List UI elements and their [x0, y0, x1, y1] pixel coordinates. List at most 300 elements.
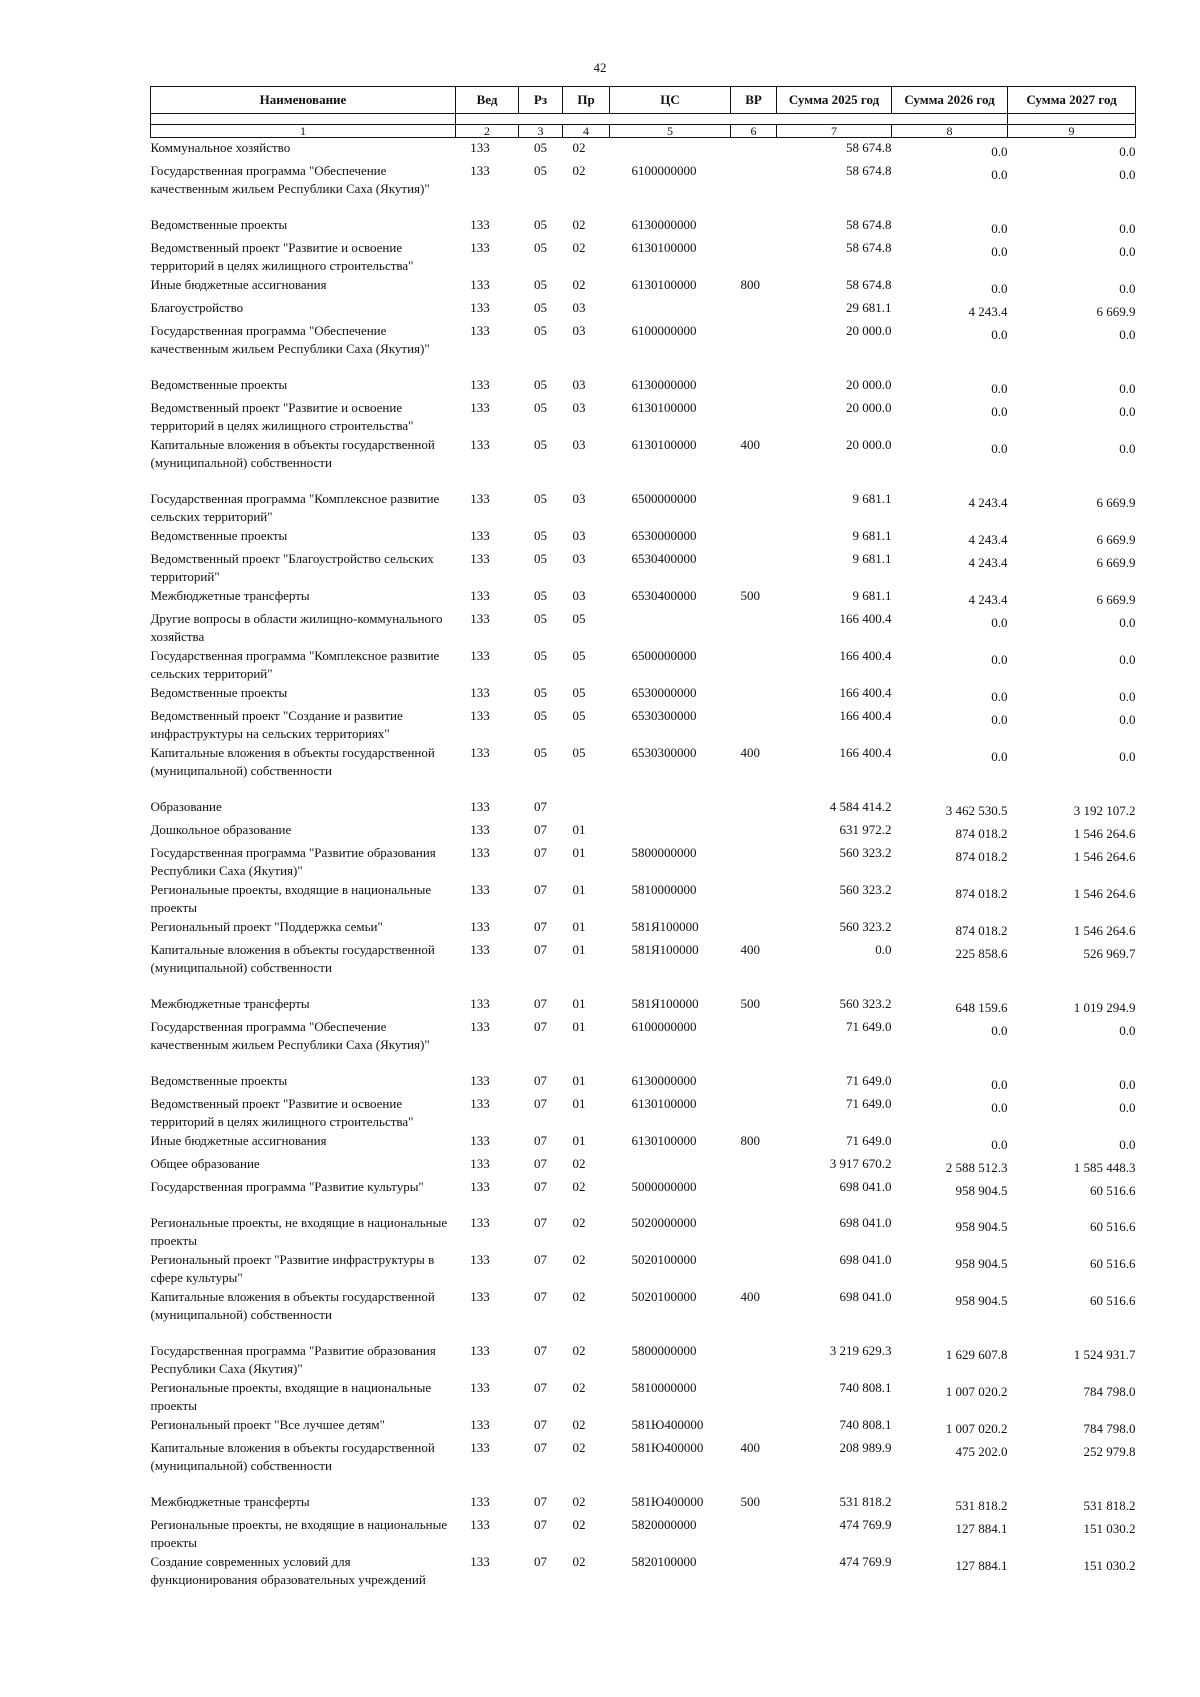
row-sum-2027: 0.0	[1119, 615, 1136, 630]
row-sum-2026: 0.0	[991, 1100, 1008, 1115]
row-vr	[731, 321, 777, 375]
row-cs: 6530300000	[631, 708, 697, 723]
row-cs	[610, 1154, 731, 1177]
row-sum-2025: 166 400.4	[839, 611, 892, 626]
row-ved: 133	[470, 1133, 490, 1148]
row-sum-2025: 531 818.2	[839, 1494, 892, 1509]
row-cs	[610, 797, 731, 820]
row-pr: 02	[572, 240, 586, 255]
row-name: Благоустройство	[150, 300, 244, 315]
table-row	[151, 298, 1136, 321]
row-sum-2025: 71 649.0	[846, 1133, 892, 1148]
row-name: Иные бюджетные ассигнования	[150, 1133, 327, 1148]
row-sum-2026: 874 018.2	[955, 886, 1008, 901]
row-vr: 400	[740, 942, 760, 957]
row-pr: 02	[572, 1440, 586, 1455]
row-sum-2026: 127 884.1	[955, 1558, 1008, 1573]
row-vr	[731, 138, 777, 162]
row-vr: 400	[740, 437, 760, 452]
row-ved: 133	[470, 745, 490, 760]
row-name: Ведомственные проекты	[150, 1073, 288, 1088]
budget-table-container	[150, 86, 1135, 1589]
column-number: 5	[610, 125, 731, 138]
row-sum-2027: 0.0	[1119, 327, 1136, 342]
row-vr	[731, 1071, 777, 1094]
row-sum-2027: 6 669.9	[1096, 532, 1136, 547]
row-sum-2027: 1 019 294.9	[1073, 1000, 1136, 1015]
table-row	[151, 1287, 1136, 1341]
row-pr: 05	[572, 745, 586, 760]
table-row	[151, 398, 1136, 435]
row-sum-2025: 698 041.0	[839, 1215, 892, 1230]
row-sum-2025: 474 769.9	[839, 1554, 892, 1569]
row-rz: 05	[534, 491, 547, 506]
row-cs: 6530400000	[631, 551, 697, 566]
row-vr	[731, 706, 777, 743]
row-vr: 800	[740, 277, 760, 292]
row-sum-2026: 958 904.5	[955, 1293, 1008, 1308]
row-sum-2025: 0.0	[875, 942, 892, 957]
row-sum-2027: 526 969.7	[1083, 946, 1136, 961]
row-cs: 6500000000	[631, 491, 697, 506]
row-ved: 133	[470, 882, 490, 897]
row-sum-2025: 166 400.4	[839, 708, 892, 723]
row-sum-2025: 9 681.1	[852, 528, 892, 543]
row-cs: 5020100000	[631, 1289, 697, 1304]
column-header: ЦС	[610, 87, 731, 114]
table-row	[151, 375, 1136, 398]
table-row	[151, 1552, 1136, 1589]
row-rz: 07	[534, 1019, 547, 1034]
row-sum-2025: 474 769.9	[839, 1517, 892, 1532]
row-pr: 05	[572, 611, 586, 626]
row-vr	[731, 375, 777, 398]
row-sum-2026: 3 462 530.5	[945, 803, 1008, 818]
row-pr: 02	[572, 1380, 586, 1395]
row-sum-2025: 71 649.0	[846, 1096, 892, 1111]
row-rz: 07	[534, 1096, 547, 1111]
row-vr	[731, 1154, 777, 1177]
column-number: 8	[892, 125, 1008, 138]
row-pr: 03	[572, 377, 586, 392]
row-pr: 05	[572, 648, 586, 663]
row-sum-2027: 0.0	[1119, 381, 1136, 396]
page-number: 42	[593, 60, 607, 75]
row-sum-2027: 1 546 264.6	[1073, 849, 1136, 864]
column-number: 4	[563, 125, 610, 138]
row-name: Государственная программа "Обеспечение качественным жильем Республики Саха (Якутия)"	[150, 1019, 430, 1052]
column-header: Сумма 2026 год	[892, 87, 1008, 114]
row-ved: 133	[470, 1440, 490, 1455]
row-sum-2026: 0.0	[991, 404, 1008, 419]
row-ved: 133	[470, 1019, 490, 1034]
row-name: Региональный проект "Развитие инфраструктуры в сфере культуры"	[150, 1252, 435, 1285]
row-cs: 581Я100000	[631, 919, 699, 934]
table-row	[151, 1154, 1136, 1177]
row-sum-2027: 0.0	[1119, 244, 1136, 259]
row-ved: 133	[470, 528, 490, 543]
row-vr	[731, 1552, 777, 1589]
row-name: Региональный проект "Все лучшее детям"	[150, 1417, 385, 1432]
row-sum-2027: 60 516.6	[1090, 1183, 1136, 1198]
table-header	[151, 87, 1136, 138]
row-sum-2026: 1 629 607.8	[945, 1347, 1008, 1362]
row-sum-2027: 1 546 264.6	[1073, 886, 1136, 901]
row-vr	[731, 1213, 777, 1250]
row-pr: 05	[572, 685, 586, 700]
row-sum-2025: 29 681.1	[846, 300, 892, 315]
row-rz: 07	[534, 1073, 547, 1088]
column-number: 1	[151, 125, 456, 138]
row-ved: 133	[470, 1096, 490, 1111]
table-row	[151, 238, 1136, 275]
row-sum-2026: 0.0	[991, 244, 1008, 259]
row-name: Капитальные вложения в объекты государственной (муниципальной) собственности	[150, 437, 435, 470]
row-vr	[731, 1378, 777, 1415]
row-vr: 800	[740, 1133, 760, 1148]
row-ved: 133	[470, 588, 490, 603]
row-rz: 07	[534, 1179, 547, 1194]
table-row	[151, 1094, 1136, 1131]
row-rz: 07	[534, 1215, 547, 1230]
row-cs: 5000000000	[631, 1179, 697, 1194]
row-pr: 02	[572, 217, 586, 232]
row-ved: 133	[470, 799, 490, 814]
column-header: Сумма 2027 год	[1008, 87, 1136, 114]
row-pr: 02	[572, 277, 586, 292]
row-rz: 07	[534, 1156, 547, 1171]
row-sum-2025: 9 681.1	[852, 588, 892, 603]
row-name: Государственная программа "Комплексное развитие сельских территорий"	[150, 491, 440, 524]
row-rz: 07	[534, 996, 547, 1011]
row-sum-2027: 1 585 448.3	[1073, 1160, 1136, 1175]
row-pr: 02	[572, 1554, 586, 1569]
row-name: Другие вопросы в области жилищно-коммунального хозяйства	[150, 611, 443, 644]
row-cs: 5820000000	[631, 1517, 697, 1532]
table-row	[151, 1415, 1136, 1438]
row-ved: 133	[470, 1343, 490, 1358]
row-ved: 133	[470, 685, 490, 700]
table-row	[151, 1438, 1136, 1492]
table-row	[151, 586, 1136, 609]
row-sum-2026: 874 018.2	[955, 849, 1008, 864]
row-sum-2026: 0.0	[991, 381, 1008, 396]
row-vr: 500	[740, 588, 760, 603]
row-cs: 6130000000	[631, 1073, 697, 1088]
row-rz: 05	[534, 323, 547, 338]
table-row	[151, 609, 1136, 646]
row-rz: 07	[534, 1554, 547, 1569]
table-row	[151, 1071, 1136, 1094]
row-name: Ведомственный проект "Развитие и освоение территорий в целях жилищного строительства"	[150, 1096, 414, 1129]
row-rz: 05	[534, 277, 547, 292]
row-vr: 500	[740, 1494, 760, 1509]
row-cs: 581Я100000	[631, 942, 699, 957]
row-rz: 07	[534, 1289, 547, 1304]
row-sum-2027: 0.0	[1119, 1137, 1136, 1152]
table-row	[151, 526, 1136, 549]
row-sum-2026: 0.0	[991, 1137, 1008, 1152]
row-pr: 01	[572, 996, 586, 1011]
row-cs	[610, 138, 731, 162]
row-rz: 07	[534, 845, 547, 860]
row-name: Региональный проект "Поддержка семьи"	[150, 919, 383, 934]
row-sum-2025: 166 400.4	[839, 685, 892, 700]
row-ved: 133	[470, 1252, 490, 1267]
row-pr: 02	[572, 1215, 586, 1230]
row-vr	[731, 398, 777, 435]
row-cs: 6130100000	[631, 437, 697, 452]
row-sum-2027: 6 669.9	[1096, 495, 1136, 510]
row-pr: 01	[572, 845, 586, 860]
row-pr: 01	[572, 1073, 586, 1088]
row-sum-2026: 958 904.5	[955, 1256, 1008, 1271]
row-vr	[731, 1094, 777, 1131]
row-cs: 6100000000	[631, 323, 697, 338]
row-cs: 581Я100000	[631, 996, 699, 1011]
row-sum-2026: 0.0	[991, 441, 1008, 456]
row-sum-2025: 560 323.2	[839, 882, 892, 897]
row-cs: 6100000000	[631, 163, 697, 178]
row-cs: 6530400000	[631, 588, 697, 603]
row-sum-2027: 3 192 107.2	[1073, 803, 1136, 818]
row-sum-2026: 0.0	[991, 221, 1008, 236]
row-sum-2026: 874 018.2	[955, 826, 1008, 841]
row-pr: 02	[572, 140, 586, 155]
table-row	[151, 215, 1136, 238]
row-name: Государственная программа "Развитие образования Республики Саха (Якутия)"	[150, 845, 436, 878]
row-name: Ведомственные проекты	[150, 217, 288, 232]
table-row	[151, 940, 1136, 994]
row-rz: 05	[534, 685, 547, 700]
row-name: Капитальные вложения в объекты государственной (муниципальной) собственности	[150, 745, 435, 778]
row-rz: 07	[534, 1417, 547, 1432]
row-vr	[731, 609, 777, 646]
row-pr: 01	[572, 1133, 586, 1148]
row-cs	[610, 609, 731, 646]
table-row	[151, 275, 1136, 298]
row-vr	[731, 526, 777, 549]
row-sum-2025: 71 649.0	[846, 1019, 892, 1034]
table-row	[151, 994, 1136, 1017]
row-pr: 02	[572, 1179, 586, 1194]
row-rz: 07	[534, 1494, 547, 1509]
row-pr: 02	[572, 1417, 586, 1432]
row-sum-2027: 0.0	[1119, 167, 1136, 182]
row-cs: 6130100000	[631, 1096, 697, 1111]
table-row	[151, 683, 1136, 706]
row-name: Дошкольное образование	[150, 822, 292, 837]
row-sum-2026: 0.0	[991, 1023, 1008, 1038]
row-sum-2026: 0.0	[991, 689, 1008, 704]
row-rz: 05	[534, 300, 547, 315]
row-pr: 03	[572, 588, 586, 603]
row-sum-2027: 0.0	[1119, 144, 1136, 159]
row-sum-2025: 20 000.0	[846, 400, 892, 415]
row-vr	[731, 238, 777, 275]
row-rz: 05	[534, 708, 547, 723]
row-rz: 07	[534, 1380, 547, 1395]
row-rz: 05	[534, 240, 547, 255]
row-vr	[731, 797, 777, 820]
table-row	[151, 820, 1136, 843]
row-sum-2026: 4 243.4	[968, 495, 1008, 510]
row-sum-2027: 1 546 264.6	[1073, 923, 1136, 938]
row-vr	[731, 880, 777, 917]
row-name: Общее образование	[150, 1156, 260, 1171]
row-ved: 133	[470, 942, 490, 957]
row-sum-2025: 740 808.1	[839, 1417, 892, 1432]
row-sum-2025: 58 674.8	[846, 140, 892, 155]
row-rz: 05	[534, 217, 547, 232]
row-sum-2026: 225 858.6	[955, 946, 1008, 961]
row-pr: 02	[572, 1343, 586, 1358]
row-cs: 6130000000	[631, 377, 697, 392]
row-sum-2027: 60 516.6	[1090, 1293, 1136, 1308]
row-sum-2025: 166 400.4	[839, 745, 892, 760]
row-ved: 133	[470, 1073, 490, 1088]
row-vr	[731, 489, 777, 526]
row-sum-2027: 0.0	[1119, 1023, 1136, 1038]
row-sum-2026: 0.0	[991, 712, 1008, 727]
row-sum-2025: 698 041.0	[839, 1289, 892, 1304]
row-cs: 581Ю400000	[631, 1440, 704, 1455]
table-body	[151, 138, 1136, 1590]
row-ved: 133	[470, 996, 490, 1011]
row-rz: 07	[534, 1133, 547, 1148]
column-number: 7	[777, 125, 892, 138]
row-cs: 6130100000	[631, 277, 697, 292]
row-rz: 05	[534, 588, 547, 603]
row-sum-2027: 0.0	[1119, 652, 1136, 667]
row-sum-2025: 560 323.2	[839, 996, 892, 1011]
row-pr: 02	[572, 1289, 586, 1304]
row-sum-2027: 0.0	[1119, 1077, 1136, 1092]
row-ved: 133	[470, 551, 490, 566]
row-cs: 6130000000	[631, 217, 697, 232]
row-sum-2026: 4 243.4	[968, 555, 1008, 570]
row-vr	[731, 215, 777, 238]
row-ved: 133	[470, 611, 490, 626]
row-vr: 400	[740, 745, 760, 760]
row-pr: 01	[572, 942, 586, 957]
row-ved: 133	[470, 1156, 490, 1171]
column-header: Пр	[563, 87, 610, 114]
row-cs: 581Ю400000	[631, 1494, 704, 1509]
row-sum-2026: 0.0	[991, 144, 1008, 159]
row-sum-2026: 0.0	[991, 1077, 1008, 1092]
row-rz: 07	[534, 1343, 547, 1358]
table-row	[151, 1250, 1136, 1287]
row-name: Региональные проекты, входящие в национальные проекты	[150, 882, 432, 915]
row-pr: 03	[572, 491, 586, 506]
row-sum-2025: 631 972.2	[839, 822, 892, 837]
row-pr: 03	[572, 300, 586, 315]
row-ved: 133	[470, 648, 490, 663]
row-sum-2026: 2 588 512.3	[945, 1160, 1008, 1175]
row-name: Государственная программа "Обеспечение качественным жильем Республики Саха (Якутия)"	[150, 163, 430, 196]
row-pr: 02	[572, 1156, 586, 1171]
row-sum-2025: 71 649.0	[846, 1073, 892, 1088]
row-sum-2027: 0.0	[1119, 404, 1136, 419]
row-sum-2027: 0.0	[1119, 281, 1136, 296]
row-sum-2025: 4 584 414.2	[829, 799, 892, 814]
row-rz: 05	[534, 648, 547, 663]
row-ved: 133	[470, 1179, 490, 1194]
row-sum-2027: 6 669.9	[1096, 592, 1136, 607]
row-name: Капитальные вложения в объекты государственной (муниципальной) собственности	[150, 1289, 435, 1322]
row-name: Государственная программа "Комплексное развитие сельских территорий"	[150, 648, 440, 681]
row-sum-2026: 4 243.4	[968, 532, 1008, 547]
row-cs: 581Ю400000	[631, 1417, 704, 1432]
row-name: Ведомственные проекты	[150, 685, 288, 700]
row-ved: 133	[470, 437, 490, 452]
row-name: Межбюджетные трансферты	[150, 1494, 310, 1509]
row-pr	[563, 797, 610, 820]
row-rz: 05	[534, 437, 547, 452]
row-sum-2026: 0.0	[991, 615, 1008, 630]
row-rz: 05	[534, 551, 547, 566]
row-ved: 133	[470, 140, 490, 155]
row-cs: 5820100000	[631, 1554, 697, 1569]
row-pr: 03	[572, 528, 586, 543]
row-sum-2026: 0.0	[991, 167, 1008, 182]
row-vr	[731, 646, 777, 683]
table-row	[151, 161, 1136, 215]
row-ved: 133	[470, 1554, 490, 1569]
row-sum-2026: 0.0	[991, 749, 1008, 764]
row-vr	[731, 1341, 777, 1378]
row-ved: 133	[470, 240, 490, 255]
row-rz: 07	[534, 1440, 547, 1455]
row-cs: 5810000000	[631, 882, 697, 897]
row-cs	[610, 298, 731, 321]
row-sum-2026: 531 818.2	[955, 1498, 1008, 1513]
row-name: Ведомственный проект "Развитие и освоение территорий в целях жилищного строительства"	[150, 240, 414, 273]
table-row	[151, 797, 1136, 820]
table-row	[151, 743, 1136, 797]
table-row	[151, 843, 1136, 880]
row-ved: 133	[470, 845, 490, 860]
row-name: Государственная программа "Развитие культуры"	[150, 1179, 424, 1194]
table-row	[151, 706, 1136, 743]
row-ved: 133	[470, 1494, 490, 1509]
row-ved: 133	[470, 1380, 490, 1395]
row-sum-2025: 9 681.1	[852, 551, 892, 566]
row-vr	[731, 683, 777, 706]
column-number: 3	[519, 125, 563, 138]
row-sum-2025: 20 000.0	[846, 323, 892, 338]
row-rz: 05	[534, 745, 547, 760]
row-ved: 133	[470, 400, 490, 415]
row-sum-2027: 252 979.8	[1083, 1444, 1136, 1459]
row-cs: 6130100000	[631, 240, 697, 255]
table-row	[151, 138, 1136, 162]
row-cs	[610, 820, 731, 843]
row-sum-2026: 958 904.5	[955, 1183, 1008, 1198]
row-cs: 5020000000	[631, 1215, 697, 1230]
row-sum-2025: 740 808.1	[839, 1380, 892, 1395]
column-header: Наименование	[151, 87, 456, 114]
row-sum-2026: 0.0	[991, 327, 1008, 342]
row-sum-2025: 3 219 629.3	[829, 1343, 892, 1358]
row-pr: 02	[572, 1517, 586, 1532]
row-ved: 133	[470, 163, 490, 178]
row-pr: 02	[572, 1252, 586, 1267]
row-rz: 07	[534, 799, 547, 814]
row-vr	[731, 1415, 777, 1438]
row-sum-2025: 20 000.0	[846, 377, 892, 392]
